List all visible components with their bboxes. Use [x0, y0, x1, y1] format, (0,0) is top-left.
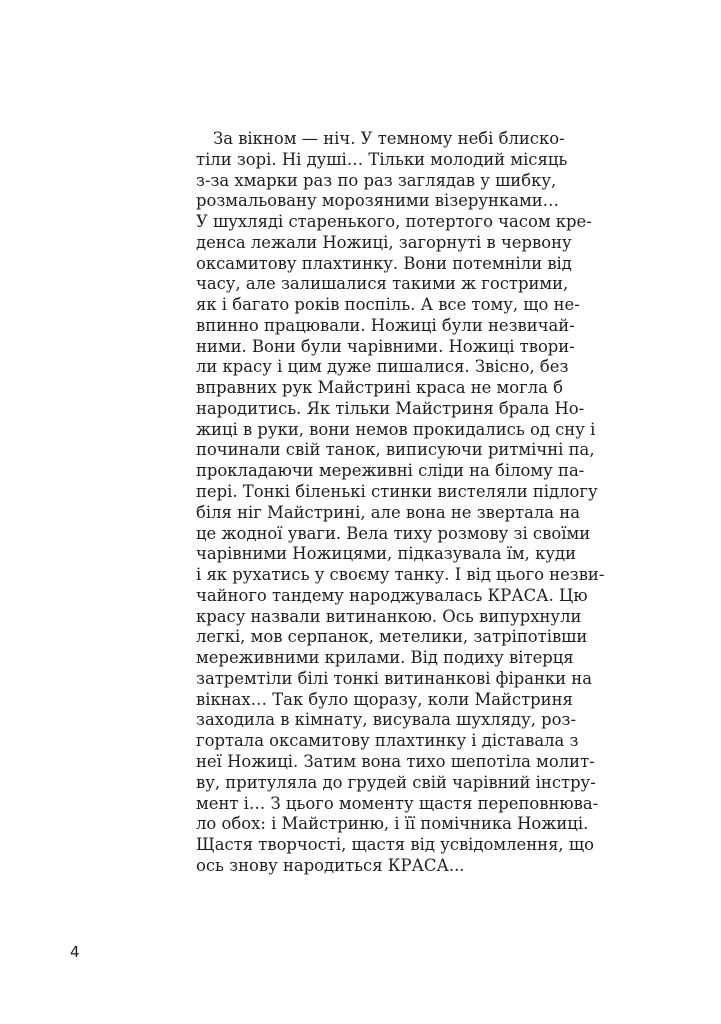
text-line: вікнах… Так було щоразу, коли Майстриня — [196, 689, 573, 709]
text-line: ними. Вони були чарівними. Ножиці твори- — [196, 336, 575, 356]
text-line: ло обох: і Майстриню, і її помічника Ножиці. — [196, 814, 589, 834]
text-line: і як рухатись у своєму танку. І від цього незви- — [196, 565, 605, 585]
text-line: прокладаючи мереживні сліди на білому па- — [196, 461, 585, 481]
page-number: 4 — [70, 943, 80, 961]
text-line: жиці в руки, вони немов прокидались од сну і — [196, 419, 596, 439]
text-line: мереживними крилами. Від подиху вітерця — [196, 648, 574, 668]
text-line: За вікном — ніч. У темному небі блиско- — [213, 129, 565, 148]
text-line: затремтіли білі тонкі витинанкові фіранки на — [196, 668, 593, 688]
text-line: легкі, мов серпанок, метелики, затріпотівши — [196, 627, 588, 647]
text-line: тіли зорі. Ні душі… Тільки молодий місяць — [196, 149, 568, 169]
text-line: У шухляді старенького, потертого часом кре- — [196, 212, 592, 232]
text-line: красу назвали витинанкою. Ось випурхнули — [196, 606, 582, 626]
text-line: денса лежали Ножиці, загорнуті в червону — [196, 232, 572, 252]
text-line: оксамитову плахтинку. Вони потемніли від — [196, 253, 572, 273]
text-line: ли красу і цим дуже пишалися. Звісно, без — [196, 357, 569, 377]
text-line: гортала оксамитову плахтинку і діставала з — [196, 731, 579, 751]
text-line: часу, але залишалися такими ж гострими, — [196, 274, 569, 294]
text-line: ось знову народиться КРАСА... — [196, 855, 465, 875]
text-line: вправних рук Майстрині краса не могла б — [196, 378, 564, 398]
text-line: починали свій танок, виписуючи ритмічні па, — [196, 440, 595, 460]
text-line: неї Ножиці. Затим вона тихо шепотіла молит- — [196, 751, 595, 771]
text-line: чарівними Ножицями, підказувала їм, куди — [196, 544, 577, 564]
text-line: народитись. Як тільки Майстриня брала Но- — [196, 398, 585, 418]
text-line: біля ніг Майстрині, але вона не звертала на — [196, 502, 580, 522]
text-line: чайного тандему народжувалась КРАСА. Цю — [196, 585, 588, 605]
text-line: впинно працювали. Ножиці були незвичай- — [196, 315, 575, 335]
text-line: ву, притуляла до грудей свій чарівний інстру- — [196, 772, 596, 792]
text-line: з-за хмарки раз по раз заглядав у шибку, — [196, 170, 557, 190]
story-paragraph — [196, 129, 605, 877]
text-line: Щастя творчості, щастя від усвідомлення, що — [196, 835, 594, 855]
text-line: розмальовану морозяними візерунками… — [196, 191, 560, 211]
text-line: пері. Тонкі біленькі стинки вистеляли підлогу — [196, 482, 598, 502]
text-line: як і багато років поспіль. А все тому, що не- — [196, 295, 580, 315]
text-line: заходила в кімнату, висувала шухляду, роз- — [196, 710, 576, 730]
text-line: це жодної уваги. Вела тиху розмову зі своїми — [196, 523, 591, 543]
text-line: мент і… З цього моменту щастя переповнюва- — [196, 793, 599, 813]
